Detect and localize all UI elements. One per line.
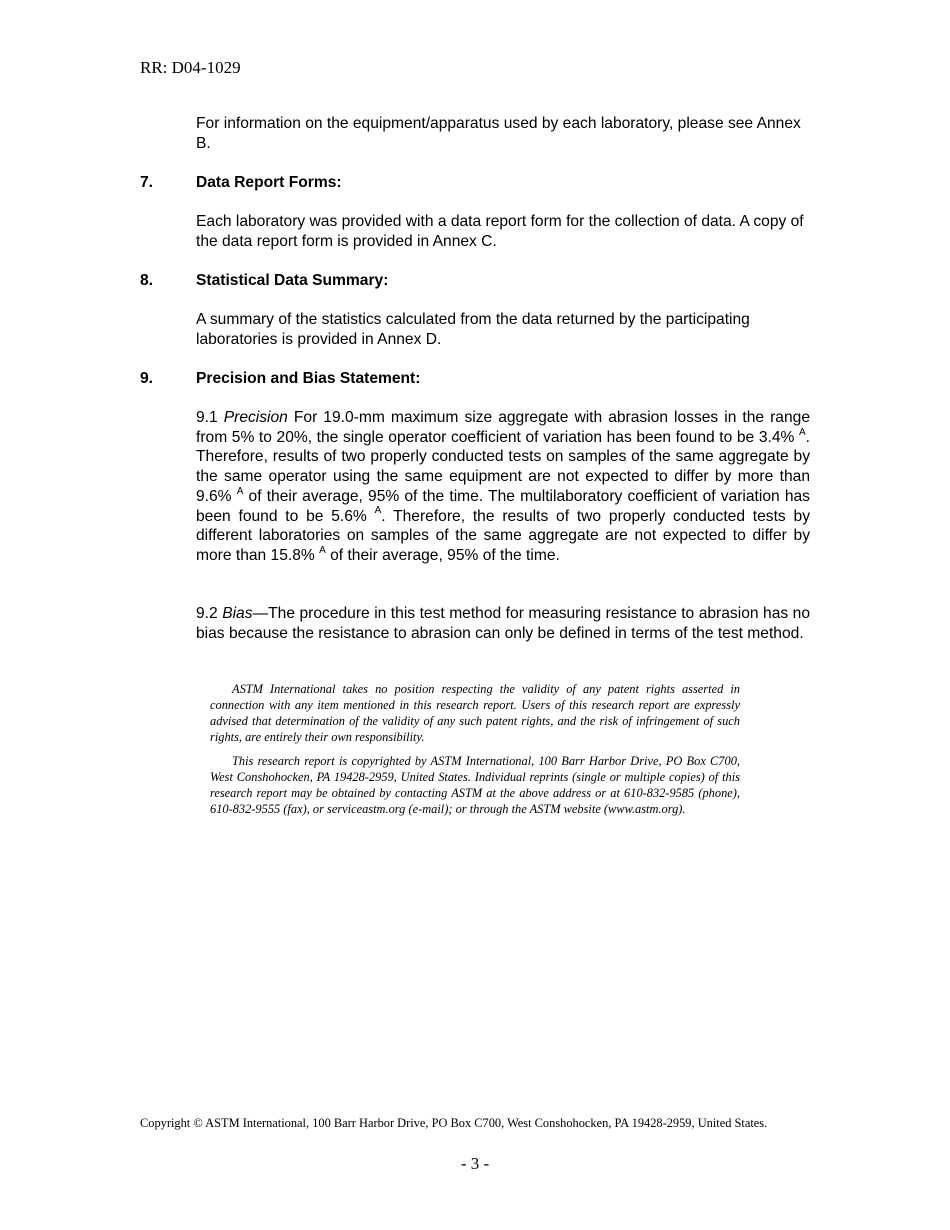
section-9-title: Precision and Bias Statement:	[196, 370, 421, 387]
report-id: RR: D04-1029	[140, 58, 241, 77]
section-9-number: 9.	[140, 370, 154, 387]
bias-number: 9.2	[196, 605, 218, 622]
section-8-title: Statistical Data Summary:	[196, 272, 389, 289]
bias-text: —The procedure in this test method for measuring resistance to abrasion has no bias because the resistance to abrasion can only be defined in terms of the test method.	[196, 605, 810, 642]
footnote-mark: A	[374, 505, 382, 517]
patent-notice: ASTM International takes no position respecting the validity of any patent rights asserted in connection with any item mentioned in this research report. Users of this research report are expressly advised that determination of the validity of any such patent rights, and the risk of infringement of such rights, are entirely their own responsibility.	[210, 682, 740, 744]
section-7-number: 7.	[140, 174, 154, 191]
equipment-note: For information on the equipment/apparatus used by each laboratory, please see Annex B.	[196, 115, 801, 152]
precision-text-5: of their average, 95% of the time.	[330, 546, 560, 564]
footnote-mark: A	[319, 544, 326, 556]
section-8-body: A summary of the statistics calculated from the data returned by the participating laboratories is provided in Annex D.	[196, 311, 750, 348]
precision-number: 9.1	[196, 409, 218, 426]
precision-text-2: . Therefore, results of two properly conducted tests on samples of the same aggregate by the same operator using the same equipment are not expected to differ by more than 9.6%	[196, 428, 810, 505]
footer-copyright: Copyright © ASTM International, 100 Barr Harbor Drive, PO Box C700, West Conshohocken, PA 19428-2959, United States.	[140, 1116, 768, 1130]
section-7-body: Each laboratory was provided with a data report form for the collection of data. A copy of the data report form is provided in Annex C.	[196, 213, 804, 250]
footnote-mark: A	[236, 485, 244, 497]
section-7-title: Data Report Forms:	[196, 174, 342, 191]
section-8-number: 8.	[140, 272, 154, 289]
precision-text-3: of their average, 95% of the time. The multilaboratory coefficient of variation has been found to be 5.6%	[196, 487, 810, 525]
footnote-mark: A	[798, 426, 806, 438]
bias-term: Bias	[222, 605, 253, 622]
precision-text-4: . Therefore, the results of two properly conducted tests by different laboratories on samples of the same aggregate are not expected to differ by more than 15.8%	[196, 507, 810, 564]
precision-text-1: For 19.0-mm maximum size aggregate with abrasion losses in the range from 5% to 20%, the single operator coefficient of variation has been found to be 3.4%	[196, 409, 810, 446]
page-number: - 3 -	[460, 1154, 490, 1173]
copyright-notice: This research report is copyrighted by ASTM International, 100 Barr Harbor Drive, PO Box C700, West Conshohocken, PA 19428-2959, United States. Individual reprints (single or multiple copies) of this research report may be obtained by contacting ASTM at the above address or at 610-832-9585 (phone), 610-832-9555 (fax), or serviceastm.org (e-mail); or through the ASTM website (www.astm.org).	[210, 754, 740, 816]
precision-term: Precision	[223, 409, 288, 426]
bias-paragraph	[196, 604, 810, 643]
precision-paragraph	[196, 408, 810, 566]
